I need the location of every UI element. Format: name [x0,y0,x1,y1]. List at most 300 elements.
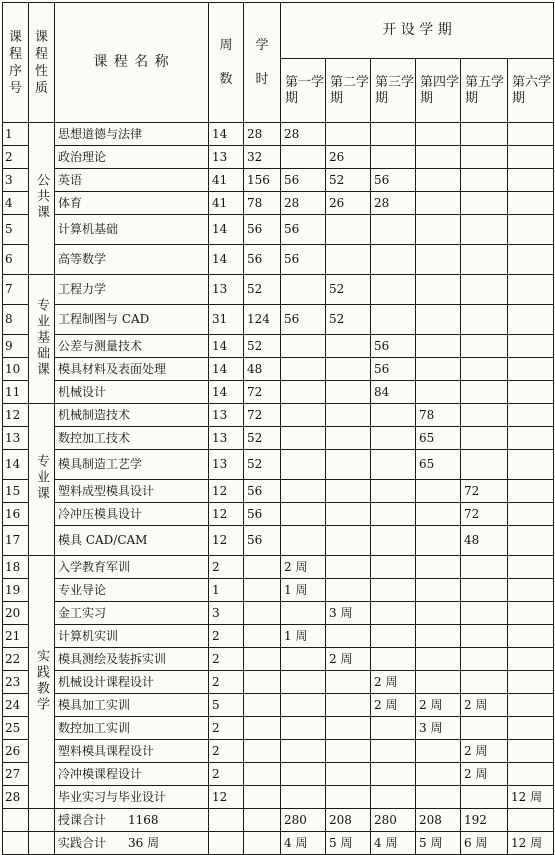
row-number: 8 [3,305,29,335]
semester-3-cell [371,526,416,556]
row-number: 3 [3,169,29,192]
course-hours: 52 [244,450,281,480]
course-name: 计算机实训 [55,625,209,648]
course-name: 体育 [55,192,209,215]
course-name: 冷冲压模具设计 [55,503,209,526]
semester-1-cell [281,786,326,809]
course-name: 模具制造工艺学 [55,450,209,480]
semester-3-cell [371,450,416,480]
semester-1-cell [281,404,326,427]
semester-5-cell [461,123,508,146]
semester-2-cell: 3 周 [326,602,371,625]
totals-semester-6: 12 周 [508,832,554,855]
semester-4-cell: 3 周 [416,717,461,740]
semester-5-cell [461,146,508,169]
table-row [3,169,554,192]
table-row [3,786,554,809]
course-name: 工程制图与 CAD [55,305,209,335]
course-hours: 56 [244,245,281,275]
semester-4-cell [416,215,461,245]
semester-4-cell: 65 [416,427,461,450]
row-number: 1 [3,123,29,146]
semester-2-cell: 52 [326,275,371,305]
semester-1-cell: 1 周 [281,625,326,648]
semester-5-cell [461,625,508,648]
semester-5-cell [461,381,508,404]
semester-6-cell [508,427,554,450]
table-row [3,358,554,381]
semester-4-cell [416,192,461,215]
course-hours [244,625,281,648]
semester-2-cell: 26 [326,192,371,215]
course-schedule-table [2,2,554,855]
semester-1-cell: 56 [281,245,326,275]
semester-6-cell [508,146,554,169]
course-weeks: 13 [209,427,244,450]
course-hours: 48 [244,358,281,381]
totals-semester-6 [508,809,554,832]
table-row [3,480,554,503]
semester-4-cell [416,671,461,694]
semester-6-cell [508,450,554,480]
totals-empty [3,832,29,855]
totals-semester-5: 192 [461,809,508,832]
course-name: 塑料成型模具设计 [55,480,209,503]
semester-6-cell [508,169,554,192]
semester-6-cell [508,335,554,358]
course-hours: 124 [244,305,281,335]
semester-5-cell [461,717,508,740]
course-weeks: 14 [209,335,244,358]
course-hours: 52 [244,335,281,358]
row-number: 20 [3,602,29,625]
semester-5-cell [461,671,508,694]
semester-1-cell [281,503,326,526]
semester-3-cell [371,763,416,786]
course-name: 金工实习 [55,602,209,625]
semester-2-cell [326,503,371,526]
table-row [3,192,554,215]
semester-4-cell [416,602,461,625]
course-weeks: 5 [209,694,244,717]
semester-6-cell [508,381,554,404]
row-number: 10 [3,358,29,381]
semester-4-cell [416,625,461,648]
semester-3-cell [371,427,416,450]
course-name: 毕业实习与毕业设计 [55,786,209,809]
course-name: 工程力学 [55,275,209,305]
course-hours: 52 [244,427,281,450]
table-row [3,694,554,717]
semester-3-cell [371,480,416,503]
course-name: 机械制造技术 [55,404,209,427]
course-weeks: 13 [209,275,244,305]
course-hours: 156 [244,169,281,192]
group-professional [29,404,55,556]
row-number: 19 [3,579,29,602]
semester-3-cell [371,215,416,245]
semester-4-cell [416,335,461,358]
totals-value: 1168 [128,812,159,827]
semester-6-cell [508,192,554,215]
semester-6-cell [508,763,554,786]
course-hours: 56 [244,503,281,526]
semester-4-cell [416,786,461,809]
semester-2-cell [326,427,371,450]
course-hours: 32 [244,146,281,169]
semester-3-cell: 28 [371,192,416,215]
row-number: 25 [3,717,29,740]
semester-1-cell: 56 [281,215,326,245]
semester-1-cell [281,671,326,694]
course-weeks: 41 [209,192,244,215]
semester-3-cell [371,503,416,526]
table-row [3,740,554,763]
semester-5-cell [461,305,508,335]
course-name: 冷冲模课程设计 [55,763,209,786]
semester-2-cell [326,786,371,809]
semester-3-cell [371,740,416,763]
table-row [3,556,554,579]
course-weeks: 2 [209,763,244,786]
semester-3-cell: 56 [371,358,416,381]
semester-6-cell [508,245,554,275]
semester-1-cell: 28 [281,192,326,215]
row-number: 15 [3,480,29,503]
semester-5-cell [461,579,508,602]
semester-5-cell [461,215,508,245]
semester-1-cell [281,358,326,381]
course-name: 机械设计课程设计 [55,671,209,694]
group-label: 专业课 [34,454,49,502]
course-hours [244,556,281,579]
semester-4-cell [416,740,461,763]
course-name: 模具加工实训 [55,694,209,717]
totals-value: 36 周 [128,835,160,850]
semester-6-cell [508,275,554,305]
header-hours: 学时 [244,3,281,123]
semester-6-cell [508,579,554,602]
semester-6-cell [508,556,554,579]
semester-4-cell [416,579,461,602]
totals-semester-4: 5 周 [416,832,461,855]
table-row [3,335,554,358]
semester-1-cell [281,480,326,503]
totals-semester-2: 208 [326,809,371,832]
course-weeks: 2 [209,740,244,763]
course-hours: 28 [244,123,281,146]
table-row [3,602,554,625]
semester-2-cell [326,123,371,146]
semester-2-cell [326,556,371,579]
semester-5-cell [461,556,508,579]
semester-3-cell [371,556,416,579]
course-weeks: 31 [209,305,244,335]
course-name: 英语 [55,169,209,192]
semester-2-cell [326,480,371,503]
semester-1-cell [281,717,326,740]
row-number: 9 [3,335,29,358]
table-row [3,717,554,740]
group-practice [29,556,55,809]
semester-5-cell: 72 [461,503,508,526]
semester-5-cell: 72 [461,480,508,503]
course-hours [244,763,281,786]
semester-6-cell [508,648,554,671]
course-hours [244,602,281,625]
semester-3-cell [371,786,416,809]
semester-5-cell [461,427,508,450]
header-semester-5: 第五学期 [461,59,508,123]
course-weeks: 1 [209,579,244,602]
course-hours: 72 [244,404,281,427]
semester-1-cell [281,648,326,671]
table-row [3,503,554,526]
table-row [3,625,554,648]
row-number: 4 [3,192,29,215]
semester-5-cell: 2 周 [461,763,508,786]
course-name: 思想道德与法律 [55,123,209,146]
semester-4-cell [416,648,461,671]
totals-label: 实践合计 [58,835,107,850]
semester-3-cell [371,305,416,335]
semester-3-cell: 2 周 [371,694,416,717]
semester-5-cell [461,192,508,215]
semester-3-cell [371,602,416,625]
semester-5-cell [461,648,508,671]
course-hours [244,786,281,809]
table-row [3,404,554,427]
row-number: 13 [3,427,29,450]
semester-1-cell [281,740,326,763]
row-number: 7 [3,275,29,305]
semester-5-cell [461,450,508,480]
course-weeks: 14 [209,215,244,245]
table-row [3,526,554,556]
course-name: 数控加工技术 [55,427,209,450]
header-weeks: 周数 [209,3,244,123]
semester-3-cell [371,245,416,275]
semester-2-cell: 52 [326,305,371,335]
course-weeks: 12 [209,480,244,503]
row-number: 12 [3,404,29,427]
semester-3-cell [371,275,416,305]
semester-2-cell [326,245,371,275]
totals-semester-3: 4 周 [371,832,416,855]
semester-1-cell [281,335,326,358]
course-hours [244,648,281,671]
semester-1-cell [281,602,326,625]
semester-2-cell [326,335,371,358]
row-number: 2 [3,146,29,169]
row-number: 16 [3,503,29,526]
semester-4-cell [416,556,461,579]
semester-2-cell [326,404,371,427]
semester-2-cell [326,579,371,602]
semester-6-cell [508,503,554,526]
totals-empty [244,809,281,832]
semester-3-cell [371,146,416,169]
semester-4-cell [416,763,461,786]
header-schedule: 开 设 学 期 [281,3,554,59]
semester-3-cell: 56 [371,335,416,358]
semester-3-cell [371,648,416,671]
semester-2-cell [326,215,371,245]
semester-2-cell [326,625,371,648]
table-row [3,381,554,404]
course-weeks: 12 [209,786,244,809]
semester-3-cell [371,717,416,740]
semester-2-cell [326,717,371,740]
course-hours: 56 [244,526,281,556]
semester-5-cell [461,245,508,275]
semester-6-cell: 12 周 [508,786,554,809]
semester-6-cell [508,404,554,427]
semester-6-cell [508,215,554,245]
totals-semester-3: 280 [371,809,416,832]
row-number: 27 [3,763,29,786]
semester-6-cell [508,694,554,717]
course-weeks: 3 [209,602,244,625]
totals-semester-2: 5 周 [326,832,371,855]
semester-4-cell [416,169,461,192]
semester-6-cell [508,305,554,335]
course-name: 入学教育军训 [55,556,209,579]
semester-6-cell [508,480,554,503]
group-label: 公共课 [34,173,49,221]
course-weeks: 2 [209,648,244,671]
semester-6-cell [508,526,554,556]
course-weeks: 14 [209,358,244,381]
semester-4-cell [416,358,461,381]
row-number: 26 [3,740,29,763]
course-hours [244,740,281,763]
course-hours [244,579,281,602]
table-row [3,305,554,335]
semester-2-cell [326,450,371,480]
course-weeks: 2 [209,671,244,694]
course-name: 高等数学 [55,245,209,275]
row-number: 14 [3,450,29,480]
semester-4-cell: 65 [416,450,461,480]
row-number: 23 [3,671,29,694]
row-number: 11 [3,381,29,404]
header-semester-4: 第四学期 [416,59,461,123]
row-number: 17 [3,526,29,556]
totals-empty [209,832,244,855]
semester-1-cell [281,450,326,480]
header-semester-3: 第三学期 [371,59,416,123]
semester-1-cell: 28 [281,123,326,146]
course-weeks: 13 [209,404,244,427]
semester-1-cell [281,763,326,786]
table-row [3,275,554,305]
semester-4-cell [416,503,461,526]
row-number: 6 [3,245,29,275]
table-row [3,146,554,169]
course-hours: 78 [244,192,281,215]
semester-6-cell [508,602,554,625]
totals-label: 授课合计 [58,812,107,827]
group-basic [29,275,55,404]
course-hours [244,717,281,740]
row-number: 22 [3,648,29,671]
totals-empty [244,832,281,855]
course-name: 专业导论 [55,579,209,602]
semester-5-cell: 2 周 [461,740,508,763]
course-name: 模具 CAD/CAM [55,526,209,556]
semester-4-cell [416,146,461,169]
semester-1-cell: 2 周 [281,556,326,579]
semester-5-cell [461,358,508,381]
course-name: 政治理论 [55,146,209,169]
semester-3-cell: 56 [371,169,416,192]
semester-6-cell [508,625,554,648]
totals-semester-4: 208 [416,809,461,832]
course-hours: 72 [244,381,281,404]
header-seq: 课程序号 [3,3,29,123]
semester-1-cell [281,146,326,169]
course-hours: 56 [244,480,281,503]
table-row [3,763,554,786]
semester-2-cell [326,694,371,717]
semester-3-cell [371,579,416,602]
semester-4-cell [416,381,461,404]
semester-5-cell [461,335,508,358]
semester-1-cell: 56 [281,305,326,335]
semester-4-cell [416,480,461,503]
totals-semester-1: 280 [281,809,326,832]
semester-2-cell [326,671,371,694]
semester-5-cell: 2 周 [461,694,508,717]
semester-5-cell [461,404,508,427]
totals-label-cell [55,832,209,855]
semester-2-cell [326,358,371,381]
semester-3-cell [371,625,416,648]
course-name: 公差与测量技术 [55,335,209,358]
semester-6-cell [508,358,554,381]
course-weeks: 13 [209,450,244,480]
course-weeks: 13 [209,146,244,169]
semester-2-cell [326,763,371,786]
row-number: 5 [3,215,29,245]
semester-1-cell [281,526,326,556]
totals-empty [3,809,29,832]
course-weeks: 2 [209,717,244,740]
semester-4-cell [416,245,461,275]
group-label: 专业基础课 [34,297,49,378]
group-public [29,123,55,275]
course-weeks: 12 [209,526,244,556]
header-course-name: 课 程 名 称 [55,3,209,123]
course-weeks: 14 [209,245,244,275]
semester-4-cell: 2 周 [416,694,461,717]
semester-3-cell: 84 [371,381,416,404]
course-name: 塑料模具课程设计 [55,740,209,763]
semester-2-cell [326,740,371,763]
course-name: 机械设计 [55,381,209,404]
table-row [3,579,554,602]
semester-2-cell [326,526,371,556]
course-weeks: 14 [209,123,244,146]
header-semester-1: 第一学期 [281,59,326,123]
semester-3-cell: 2 周 [371,671,416,694]
semester-2-cell: 2 周 [326,648,371,671]
table-row [3,245,554,275]
course-hours: 52 [244,275,281,305]
totals-empty [29,832,55,855]
totals-empty [29,809,55,832]
